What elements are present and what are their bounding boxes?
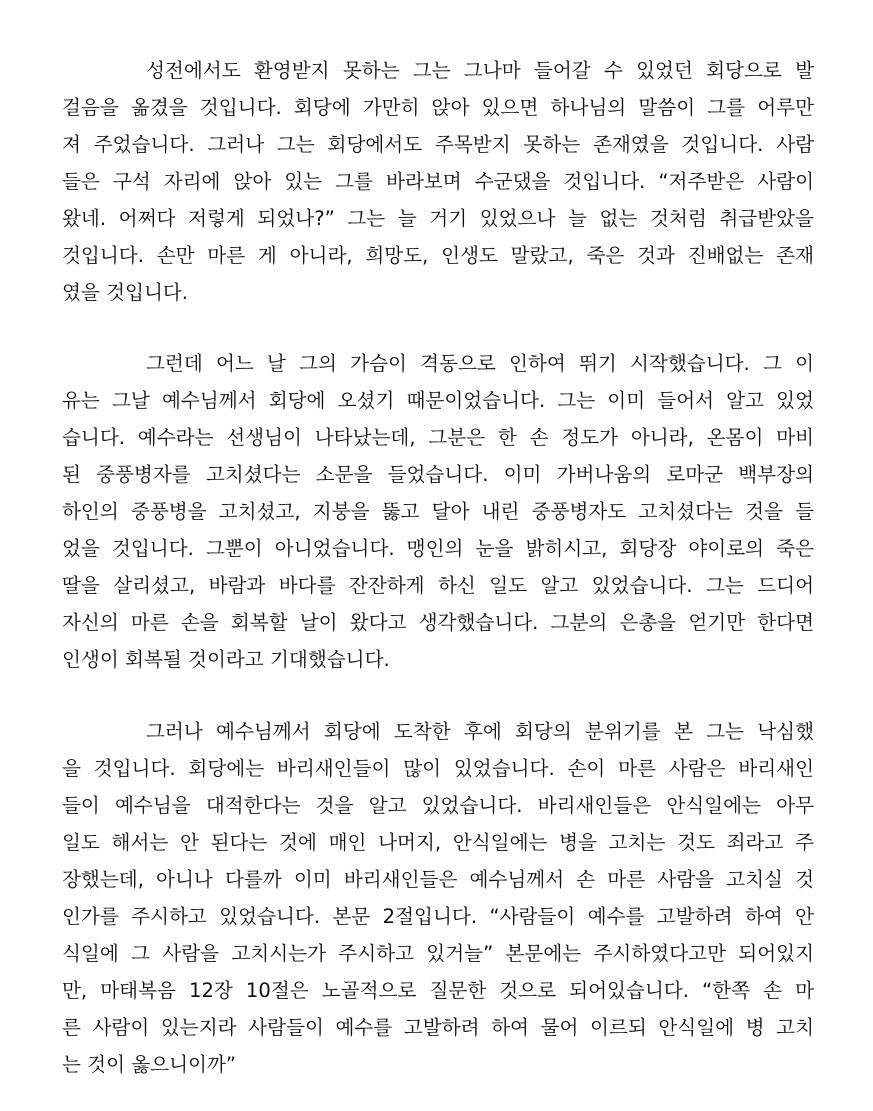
paragraph-line: 을 것입니다. 회당에는 바리새인들이 많이 있었습니다. 손이 마른 사람은 바리새인	[62, 757, 814, 780]
paragraph-line: 그러나 예수님께서 회당에 도착한 후에 회당의 분위기를 본 그는 낙심했	[146, 720, 814, 743]
paragraph-line: 들은 구석 자리에 앉아 있는 그를 바라보며 수군댔을 것입니다. “저주받은 사람이	[62, 170, 814, 193]
paragraph-line: 딸을 살리셨고, 바람과 바다를 잔잔하게 하신 일도 알고 있었습니다. 그는 드디어	[62, 574, 814, 597]
paragraph-line: 는 것이 옳으니이까”	[62, 1053, 237, 1076]
paragraph-line: 것입니다. 손만 마른 게 아니라, 희망도, 인생도 말랐고, 죽은 것과 진배없는 존재	[62, 244, 814, 267]
paragraph-line: 왔네. 어쩌다 저렇게 되었나?” 그는 늘 거기 있었으나 늘 없는 것처럼 취급받았을	[62, 207, 814, 230]
paragraph-line: 인가를 주시하고 있었습니다. 본문 2절입니다. “사람들이 예수를 고발하려 하여 안	[62, 905, 814, 928]
paragraph-line: 들이 예수님을 대적한다는 것을 알고 있었습니다. 바리새인들은 안식일에는 아무	[62, 794, 814, 817]
paragraph-line: 유는 그날 예수님께서 회당에 오셨기 때문이었습니다. 그는 이미 들어서 알고 있었	[62, 389, 814, 412]
paragraph-line: 른 사람이 있는지라 사람들이 예수를 고발하려 하여 물어 이르되 안식일에 병 고치	[62, 1016, 814, 1039]
paragraph-line: 그런데 어느 날 그의 가슴이 격동으로 인하여 뛰기 시작했습니다. 그 이	[146, 352, 814, 375]
paragraph-line: 걸음을 옮겼을 것입니다. 회당에 가만히 앉아 있으면 하나님의 말씀이 그를 어루만	[62, 96, 814, 119]
paragraph-line: 였을 것입니다.	[62, 281, 189, 304]
paragraph-line: 인생이 회복될 것이라고 기대했습니다.	[62, 648, 390, 671]
paragraph-line: 져 주었습니다. 그러나 그는 회당에서도 주목받지 못하는 존재였을 것입니다. 사람	[62, 133, 814, 156]
paragraph-line: 된 중풍병자를 고치셨다는 소문을 들었습니다. 이미 가버나움의 로마군 백부장의	[62, 463, 814, 486]
paragraph-line: 식일에 그 사람을 고치시는가 주시하고 있거늘” 본문에는 주시하였다고만 되어있지	[62, 942, 814, 965]
paragraph-line: 하인의 중풍병을 고치셨고, 지붕을 뚫고 달아 내린 중풍병자도 고치셨다는 것을 들	[62, 500, 814, 523]
paragraph-line: 습니다. 예수라는 선생님이 나타났는데, 그분은 한 손 정도가 아니라, 온몸이 마비	[62, 426, 814, 449]
paragraph-line: 일도 해서는 안 된다는 것에 매인 나머지, 안식일에는 병을 고치는 것도 죄라고 주	[62, 831, 814, 854]
paragraph-line: 장했는데, 아니나 다를까 이미 바리새인들은 예수님께서 손 마른 사람을 고치실 것	[62, 868, 814, 891]
paragraph-line: 자신의 마른 손을 회복할 날이 왔다고 생각했습니다. 그분의 은총을 얻기만 한다면	[62, 611, 814, 634]
paragraph-line: 었을 것입니다. 그뿐이 아니었습니다. 맹인의 눈을 밝히시고, 회당장 야이로의 죽은	[62, 537, 814, 560]
paragraph-line: 만, 마태복음 12장 10절은 노골적으로 질문한 것으로 되어있습니다. “한쪽 손 마	[62, 979, 814, 1002]
paragraph-line: 성전에서도 환영받지 못하는 그는 그나마 들어갈 수 있었던 회당으로 발	[146, 59, 814, 82]
